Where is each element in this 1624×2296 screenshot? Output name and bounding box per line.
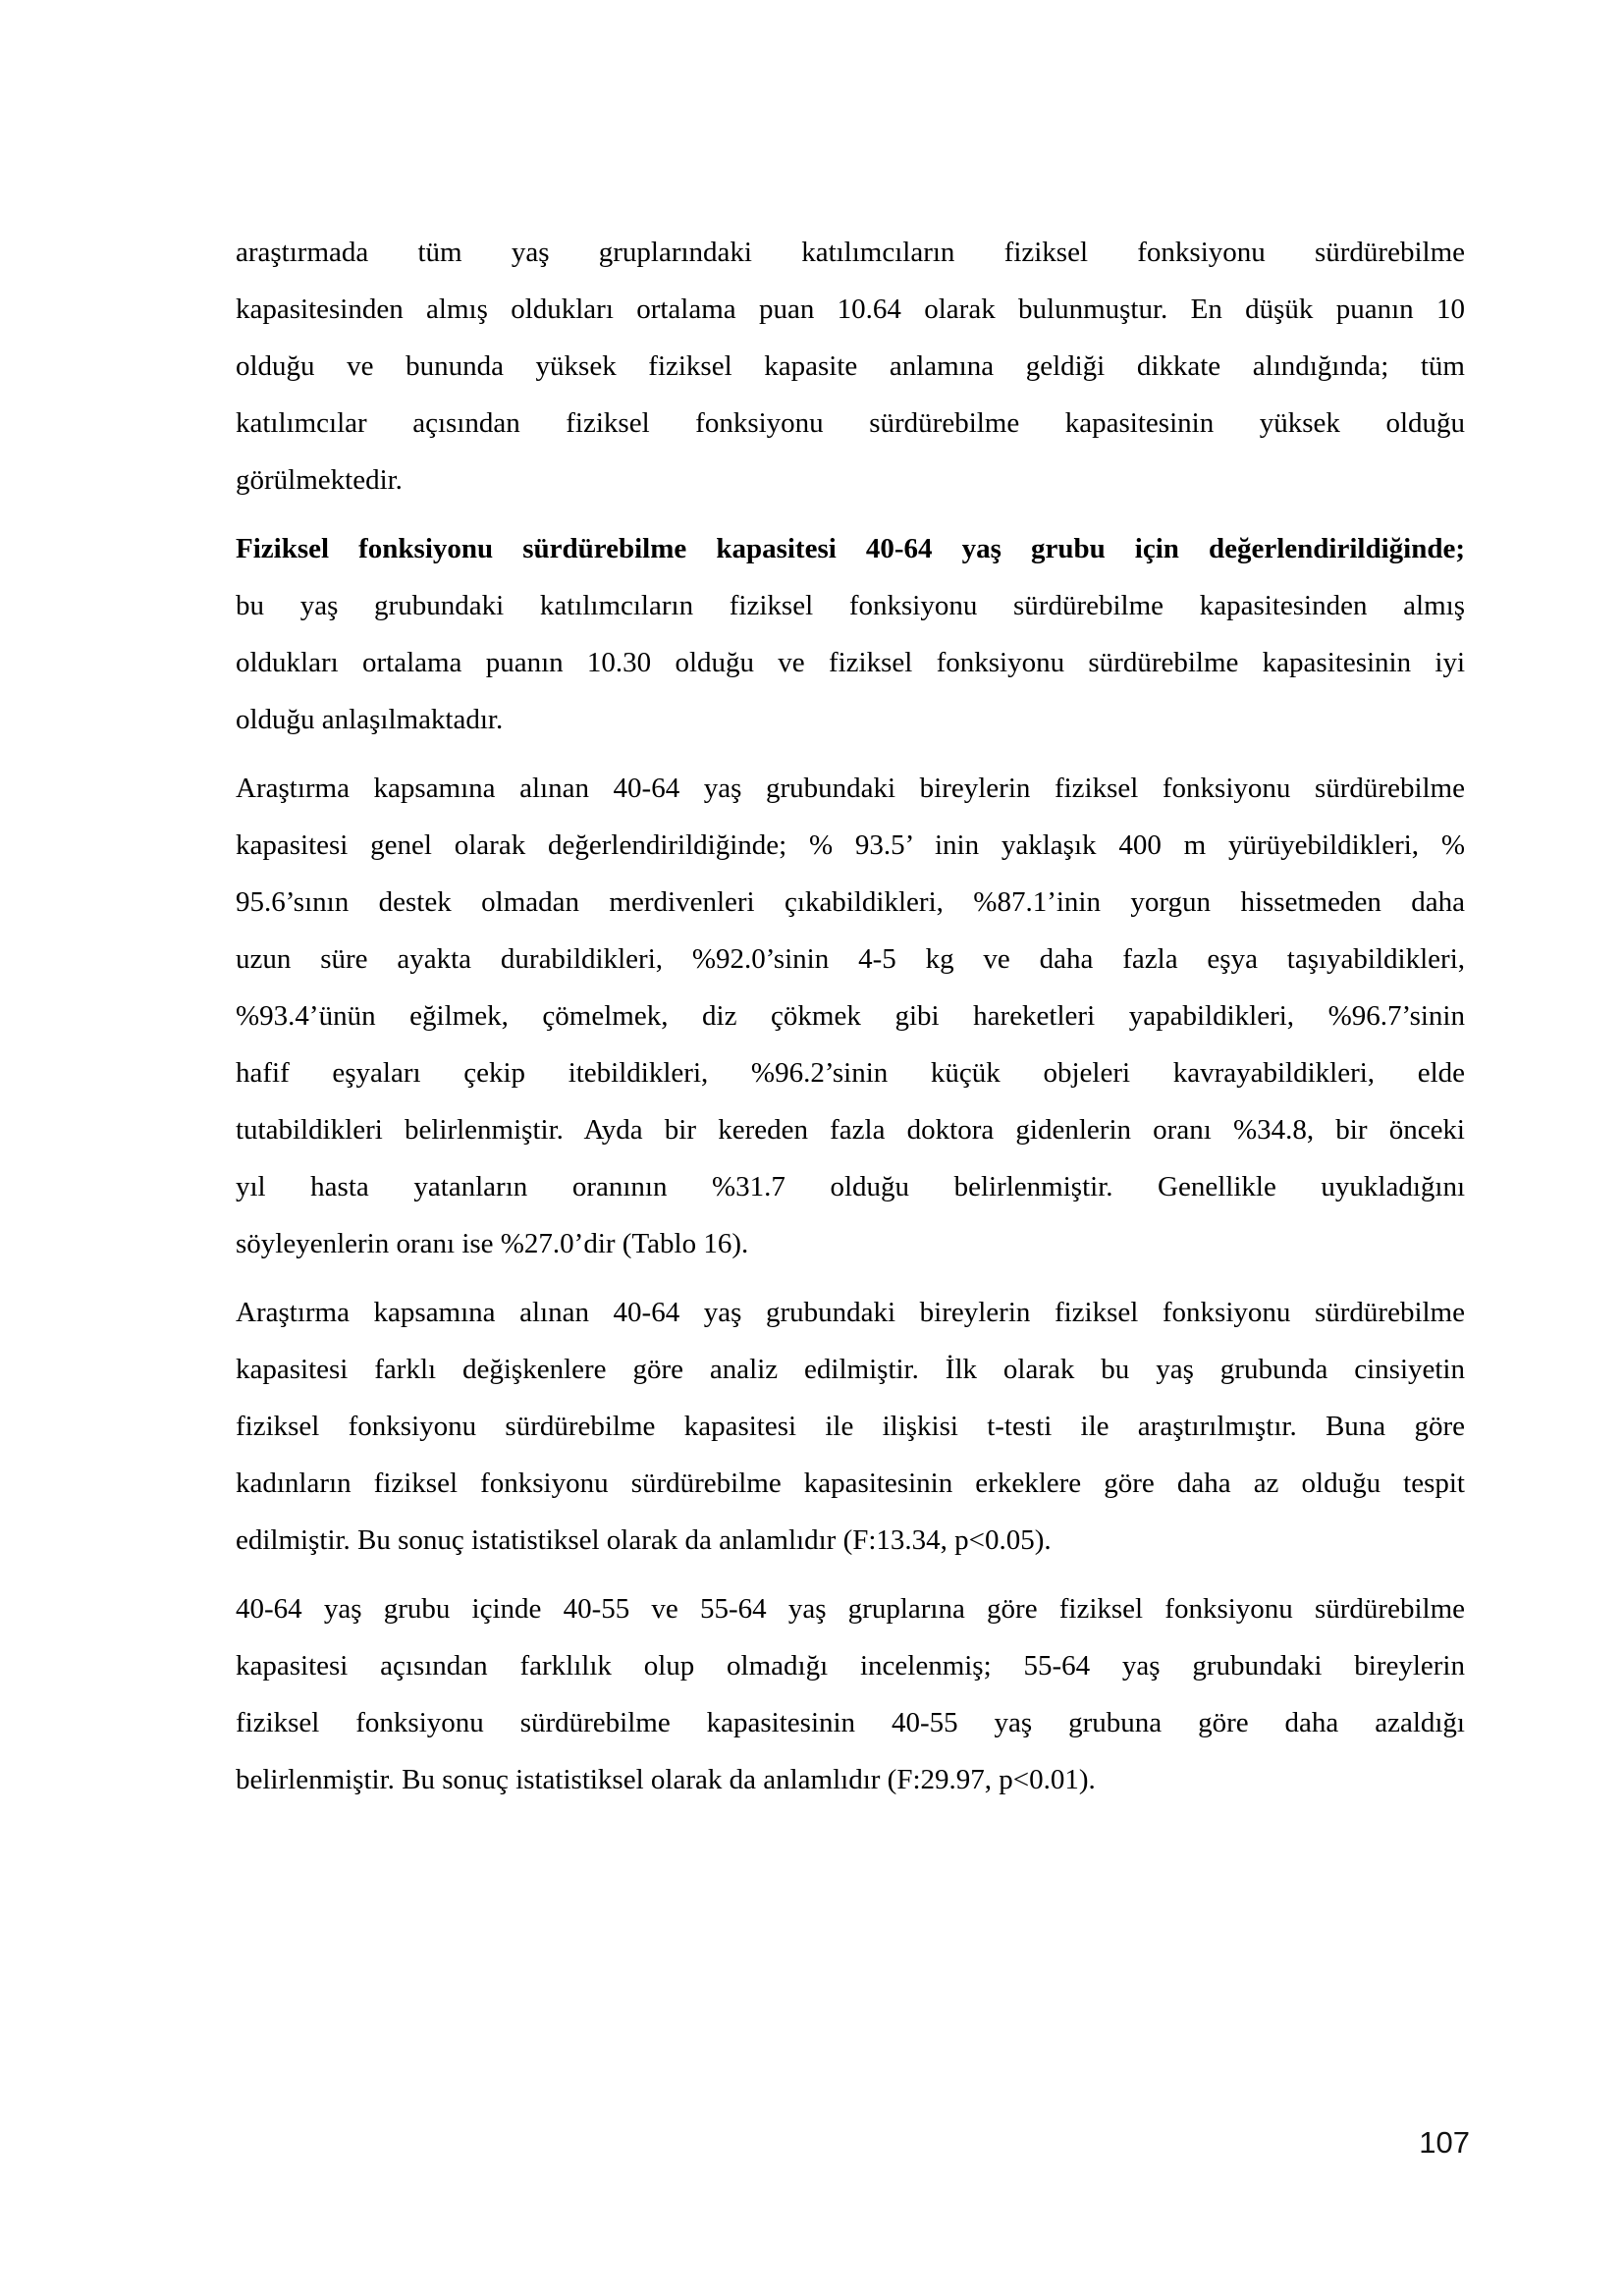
text-line: kapasitesi açısından farklılık olup olmadığı incelenmiş; 55-64 yaş grubundaki bireylerin (236, 1650, 1465, 1682)
paragraph (236, 224, 1465, 508)
text-line: kapasitesinden almış oldukları ortalama puan 10.64 olarak bulunmuştur. En düşük puanın 10 (236, 294, 1465, 325)
text-line: kadınların fiziksel fonksiyonu sürdürebilme kapasitesinin erkeklere göre daha az olduğu tespit (236, 1468, 1465, 1499)
text-line: kapasitesi farklı değişkenlere göre analiz edilmiştir. İlk olarak bu yaş grubunda cinsiyetin (236, 1354, 1465, 1385)
text-line: Araştırma kapsamına alınan 40-64 yaş grubundaki bireylerin fiziksel fonksiyonu sürdürebilme (236, 773, 1465, 804)
text-line: söyleyenlerin oranı ise %27.0’dir (Tablo 16). (236, 1228, 749, 1259)
page-number: 107 (1419, 2125, 1470, 2160)
paragraph (236, 520, 1465, 748)
text-line: yıl hasta yatanların oranının %31.7 olduğu belirlenmiştir. Genellikle uyukladığını (236, 1171, 1465, 1202)
text-line: olduğu anlaşılmaktadır. (236, 704, 504, 735)
text-line: kapasitesi genel olarak değerlendirildiğinde; % 93.5’ inin yaklaşık 400 m yürüyebildikleri, % (236, 829, 1465, 861)
text-body (236, 224, 1465, 1820)
text-line: 40-64 yaş grubu içinde 40-55 ve 55-64 yaş gruplarına göre fiziksel fonksiyonu sürdürebilme (236, 1593, 1465, 1625)
paragraph (236, 1284, 1465, 1569)
text-line: hafif eşyaları çekip itebildikleri, %96.2’sinin küçük objeleri kavrayabildikleri, elde (236, 1057, 1465, 1089)
text-line: belirlenmiştir. Bu sonuç istatistiksel olarak da anlamlıdır (F:29.97, p<0.01). (236, 1764, 1096, 1795)
bold-lead-sentence: Fiziksel fonksiyonu sürdürebilme kapasitesi 40-64 yaş grubu için değerlendirildiğinde; (236, 533, 1465, 564)
text-line: 95.6’sının destek olmadan merdivenleri çıkabildikleri, %87.1’inin yorgun hissetmeden daha (236, 886, 1465, 918)
text-line: uzun süre ayakta durabildikleri, %92.0’sinin 4-5 kg ve daha fazla eşya taşıyabildikleri, (236, 943, 1465, 975)
text-line: tutabildikleri belirlenmiştir. Ayda bir kereden fazla doktora gidenlerin oranı %34.8, bir önceki (236, 1114, 1465, 1146)
text-line: Araştırma kapsamına alınan 40-64 yaş grubundaki bireylerin fiziksel fonksiyonu sürdürebilme (236, 1297, 1465, 1328)
text-line: araştırmada tüm yaş gruplarındaki katılımcıların fiziksel fonksiyonu sürdürebilme (236, 237, 1465, 268)
text-line: oldukları ortalama puanın 10.30 olduğu ve fiziksel fonksiyonu sürdürebilme kapasitesinin iyi (236, 647, 1465, 678)
paragraph (236, 1580, 1465, 1808)
paragraph (236, 760, 1465, 1272)
text-line: edilmiştir. Bu sonuç istatistiksel olarak da anlamlıdır (F:13.34, p<0.05). (236, 1524, 1052, 1556)
text-line: bu yaş grubundaki katılımcıların fiziksel fonksiyonu sürdürebilme kapasitesinden almış (236, 590, 1465, 621)
text-line: fiziksel fonksiyonu sürdürebilme kapasitesinin 40-55 yaş grubuna göre daha azaldığı (236, 1707, 1465, 1738)
text-line: %93.4’ünün eğilmek, çömelmek, diz çökmek gibi hareketleri yapabildikleri, %96.7’sinin (236, 1000, 1465, 1032)
text-line: fiziksel fonksiyonu sürdürebilme kapasitesi ile ilişkisi t-testi ile araştırılmıştır. Buna göre (236, 1411, 1465, 1442)
text-line: katılımcılar açısından fiziksel fonksiyonu sürdürebilme kapasitesinin yüksek olduğu (236, 407, 1465, 439)
text-line: olduğu ve bununda yüksek fiziksel kapasite anlamına geldiği dikkate alındığında; tüm (236, 350, 1465, 382)
text-line: görülmektedir. (236, 464, 403, 496)
